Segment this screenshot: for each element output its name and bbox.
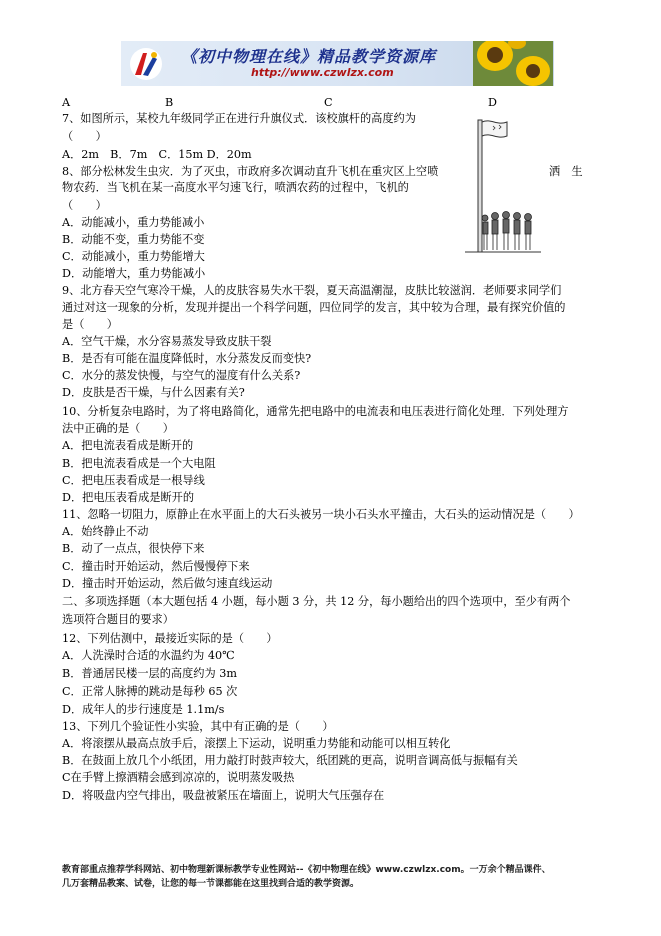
q10-option-c: C．把电压表看成是一根导线 — [62, 474, 205, 487]
q12-stem: 12、下列估测中，最接近实际的是（ ） — [62, 632, 278, 645]
site-banner — [121, 41, 554, 86]
q13-option-c: C在手臂上擦酒精会感到凉凉的，说明蒸发吸热 — [62, 771, 295, 784]
option-b-label: B — [165, 96, 174, 109]
q8-option-d: D．动能增大，重力势能减小 — [62, 267, 206, 280]
q9-option-c: C．水分的蒸发快慢，与空气的湿度有什么关系? — [62, 369, 301, 382]
q11-option-c: C．撞击时开始运动，然后慢慢停下来 — [62, 560, 250, 573]
q10-stem-1: 10、分析复杂电路时，为了将电路简化，通常先把电路中的电流表和电压表进行简化处理．下列处理方 — [62, 405, 569, 418]
q11-stem: 11、忽略一切阻力，原静止在水平面上的大石头被另一块小石头水平撞击，大石头的运动情况是（ ） — [62, 508, 580, 521]
q8-option-c: C．动能减小，重力势能增大 — [62, 250, 205, 263]
q12-option-c: C．正常人脉搏的跳动是每秒 65 次 — [62, 685, 238, 698]
q9-stem-3: 是（ ） — [62, 318, 118, 331]
q8-option-b: B．动能不变，重力势能不变 — [62, 233, 205, 246]
page-footer — [62, 863, 622, 891]
q10-option-d: D．把电压表看成是断开的 — [62, 491, 195, 504]
section-2-heading-1: 二、多项选择题（本大题包括 4 小题，每小题 3 分，共 12 分，每小题给出的四个选项中，至少有两个 — [62, 595, 571, 608]
q10-option-a: A．把电流表看成是断开的 — [62, 439, 194, 452]
q11-option-b: B．动了一点点，很快停下来 — [62, 542, 205, 555]
option-d-label: D — [488, 96, 497, 109]
q13-option-a: A．将滚摆从最高点放手后，滚摆上下运动，说明重力势能和动能可以相互转化 — [62, 737, 451, 750]
q8-stem-2: 物农药．当飞机在某一高度水平匀速飞行，喷洒农药的过程中，飞机的 — [62, 181, 409, 194]
section-2-heading-2: 选项符合题目的要求） — [62, 613, 174, 626]
q9-stem-2: 通过对这一现象的分析，发现并提出一个科学问题，四位同学的发言，其中较为合理，最有探究价值的 — [62, 301, 566, 314]
q11-option-a: A．始终静止不动 — [62, 525, 149, 538]
q9-option-b: B．是否有可能在温度降低时，水分蒸发反而变快? — [62, 352, 312, 365]
q12-option-b: B．普通居民楼一层的高度约为 3m — [62, 667, 237, 680]
q13-stem: 13、下列几个验证性小实验，其中有正确的是（ ） — [62, 720, 334, 733]
footer-line-2: 几万套精品教案、试卷，让您的每一节课都能在这里找到合适的教学资源。 — [62, 879, 360, 889]
option-a-label: A — [62, 96, 71, 109]
q9-option-d: D．皮肤是否干燥，与什么因素有关? — [62, 386, 245, 399]
q8-stem-1-tail: 洒 生 — [549, 165, 583, 178]
sunflower-image — [473, 41, 553, 86]
q10-option-b: B．把电流表看成是一个大电阻 — [62, 457, 216, 470]
option-c-label: C — [324, 96, 333, 109]
q9-option-a: A．空气干燥，水分容易蒸发导致皮肤干裂 — [62, 335, 272, 348]
banner-url[interactable]: http://www.czwlzx.com — [251, 66, 394, 79]
q8-paren: （ ） — [62, 199, 107, 212]
q8-stem-1: 8、部分松林发生虫灾．为了灭虫，市政府多次调动直升飞机在重灾区上空喷 — [62, 165, 439, 178]
q13-option-b: B．在鼓面上放几个小纸团，用力敲打时鼓声较大，纸团跳的更高，说明音调高低与振幅有关 — [62, 754, 518, 767]
q7-options: A．2m B．7m C．15m D．20m — [62, 148, 252, 161]
answer-options-row — [62, 94, 502, 111]
flag-raising-figure — [463, 112, 543, 254]
students-figure — [482, 212, 532, 251]
q8-option-a: A．动能减小，重力势能减小 — [62, 216, 205, 229]
q12-option-d: D．成年人的步行速度是 1.1m/s — [62, 703, 225, 716]
q12-option-a: A．人洗澡时合适的水温约为 40℃ — [62, 649, 235, 662]
site-logo-icon — [129, 47, 163, 81]
q7-stem: 7、如图所示，某校九年级同学正在进行升旗仪式．该校旗杆的高度约为 — [62, 112, 416, 125]
footer-line-1: 教育部重点推荐学科网站、初中物理新课标教学专业性网站--《初中物理在线》www.czwlzx.com。一万余个精品课件、 — [62, 865, 551, 875]
banner-title: 《初中物理在线》精品教学资源库 — [181, 47, 437, 66]
q9-stem-1: 9、北方春天空气寒冷干燥，人的皮肤容易失水干裂，夏天高温潮湿，皮肤比较滋润．老师要求同学们 — [62, 284, 562, 297]
q11-option-d: D．撞击时开始运动，然后做匀速直线运动 — [62, 577, 273, 590]
q7-paren: （ ） — [62, 130, 107, 143]
q13-option-d: D．将吸盘内空气排出，吸盘被紧压在墙面上，说明大气压强存在 — [62, 789, 385, 802]
q10-stem-2: 法中正确的是（ ） — [62, 422, 174, 435]
